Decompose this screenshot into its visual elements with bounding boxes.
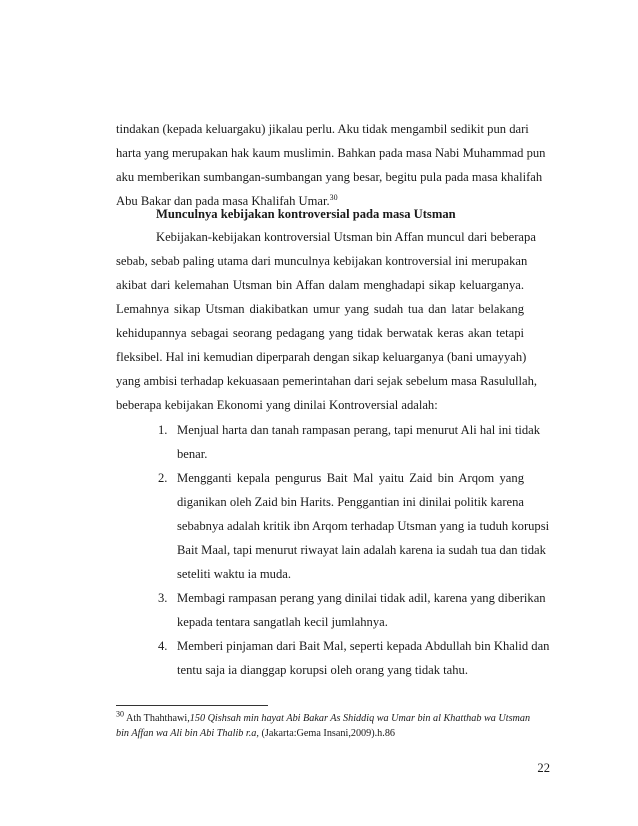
list-item-2-line-4: Bait Maal, tapi menurut riwayat lain adalah karena ia sudah tua dan tidak xyxy=(177,543,546,557)
section-heading: Munculnya kebijakan kontroversial pada masa Utsman xyxy=(156,207,456,221)
para-line-4: Lemahnya sikap Utsman diakibatkan umur yang sudah tua dan latar belakang xyxy=(116,302,524,316)
body-line-2: harta yang merupakan hak kaum muslimin. Bahkan pada masa Nabi Muhammad pun xyxy=(116,146,546,160)
para-line-5: kehidupannya sebagai seorang pedagang yang tidak berwatak keras akan tetapi xyxy=(116,326,524,340)
footnote-separator xyxy=(116,705,268,706)
list-item-3-number: 3. xyxy=(158,591,168,605)
list-item-2-line-5: seteliti waktu ia muda. xyxy=(177,567,292,581)
para-line-6: fleksibel. Hal ini kemudian diperparah dengan sikap keluarganya (bani umayyah) xyxy=(116,350,527,364)
list-item-4-line-1: Memberi pinjaman dari Bait Mal, seperti kepada Abdullah bin Khalid dan xyxy=(177,639,550,653)
footnote-line-1 xyxy=(116,709,531,726)
footnote-author: Ath Thahthawi, xyxy=(125,713,190,724)
list-item-1-line-1: Menjual harta dan tanah rampasan perang, tapi menurut Ali hal ini tidak xyxy=(177,423,541,437)
list-item-2-number: 2. xyxy=(158,471,168,485)
para-line-3: akibat dari kelemahan Utsman bin Affan dalam menghadapi sikap keluarganya. xyxy=(116,278,524,292)
footnote-number: 30 xyxy=(116,709,124,719)
list-item-1-number: 1. xyxy=(158,423,168,437)
list-item-3-line-1: Membagi rampasan perang yang dinilai tidak adil, karena yang diberikan xyxy=(177,591,546,605)
list-item-3-line-2: kepada tentara sangatlah kecil jumlahnya. xyxy=(177,615,388,629)
body-line-3: aku memberikan sumbangan-sumbangan yang besar, begitu pula pada masa khalifah xyxy=(116,170,543,184)
footnote-title-part-1: 150 Qishsah min hayat Abi Bakar As Shiddiq wa Umar bin al Khatthab wa Utsman xyxy=(189,713,531,724)
para-line-8: beberapa kebijakan Ekonomi yang dinilai Kontroversial adalah: xyxy=(116,398,438,412)
list-item-1-line-2: benar. xyxy=(177,447,208,461)
footnote-reference: 30 xyxy=(329,192,338,202)
para-line-1: Kebijakan-kebijakan kontroversial Utsman bin Affan muncul dari beberapa xyxy=(156,230,536,244)
body-line-4-text: Abu Bakar dan pada masa Khalifah Umar. xyxy=(116,194,330,208)
list-item-4-number: 4. xyxy=(158,639,168,653)
footnote-title-part-2: bin Affan wa Ali bin Abi Thalib r.a, xyxy=(116,728,259,739)
list-item-4-line-2: tentu saja ia dianggap korupsi oleh orang yang tidak tahu. xyxy=(177,663,468,677)
list-item-2-line-1: Mengganti kepala pengurus Bait Mal yaitu Zaid bin Arqom yang xyxy=(177,471,524,485)
page-number: 22 xyxy=(537,761,550,775)
para-line-7: yang ambisi terhadap kekuasaan pemerintahan dari sejak sebelum masa Rasulullah, xyxy=(116,374,538,388)
footnote-publisher: (Jakarta:Gema Insani,2009).h.86 xyxy=(258,728,396,739)
body-line-1: tindakan (kepada keluargaku) jikalau perlu. Aku tidak mengambil sedikit pun dari xyxy=(116,122,529,136)
list-item-2-line-3: sebabnya adalah kritik ibn Arqom terhadap Utsman yang ia tuduh korupsi xyxy=(177,519,550,533)
footnote-line-2 xyxy=(116,727,395,741)
list-item-2-line-2: diganikan oleh Zaid bin Harits. Penggantian ini dinilai politik karena xyxy=(177,495,524,509)
para-line-2: sebab, sebab paling utama dari munculnya kebijakan kontroversial ini merupakan xyxy=(116,254,528,268)
